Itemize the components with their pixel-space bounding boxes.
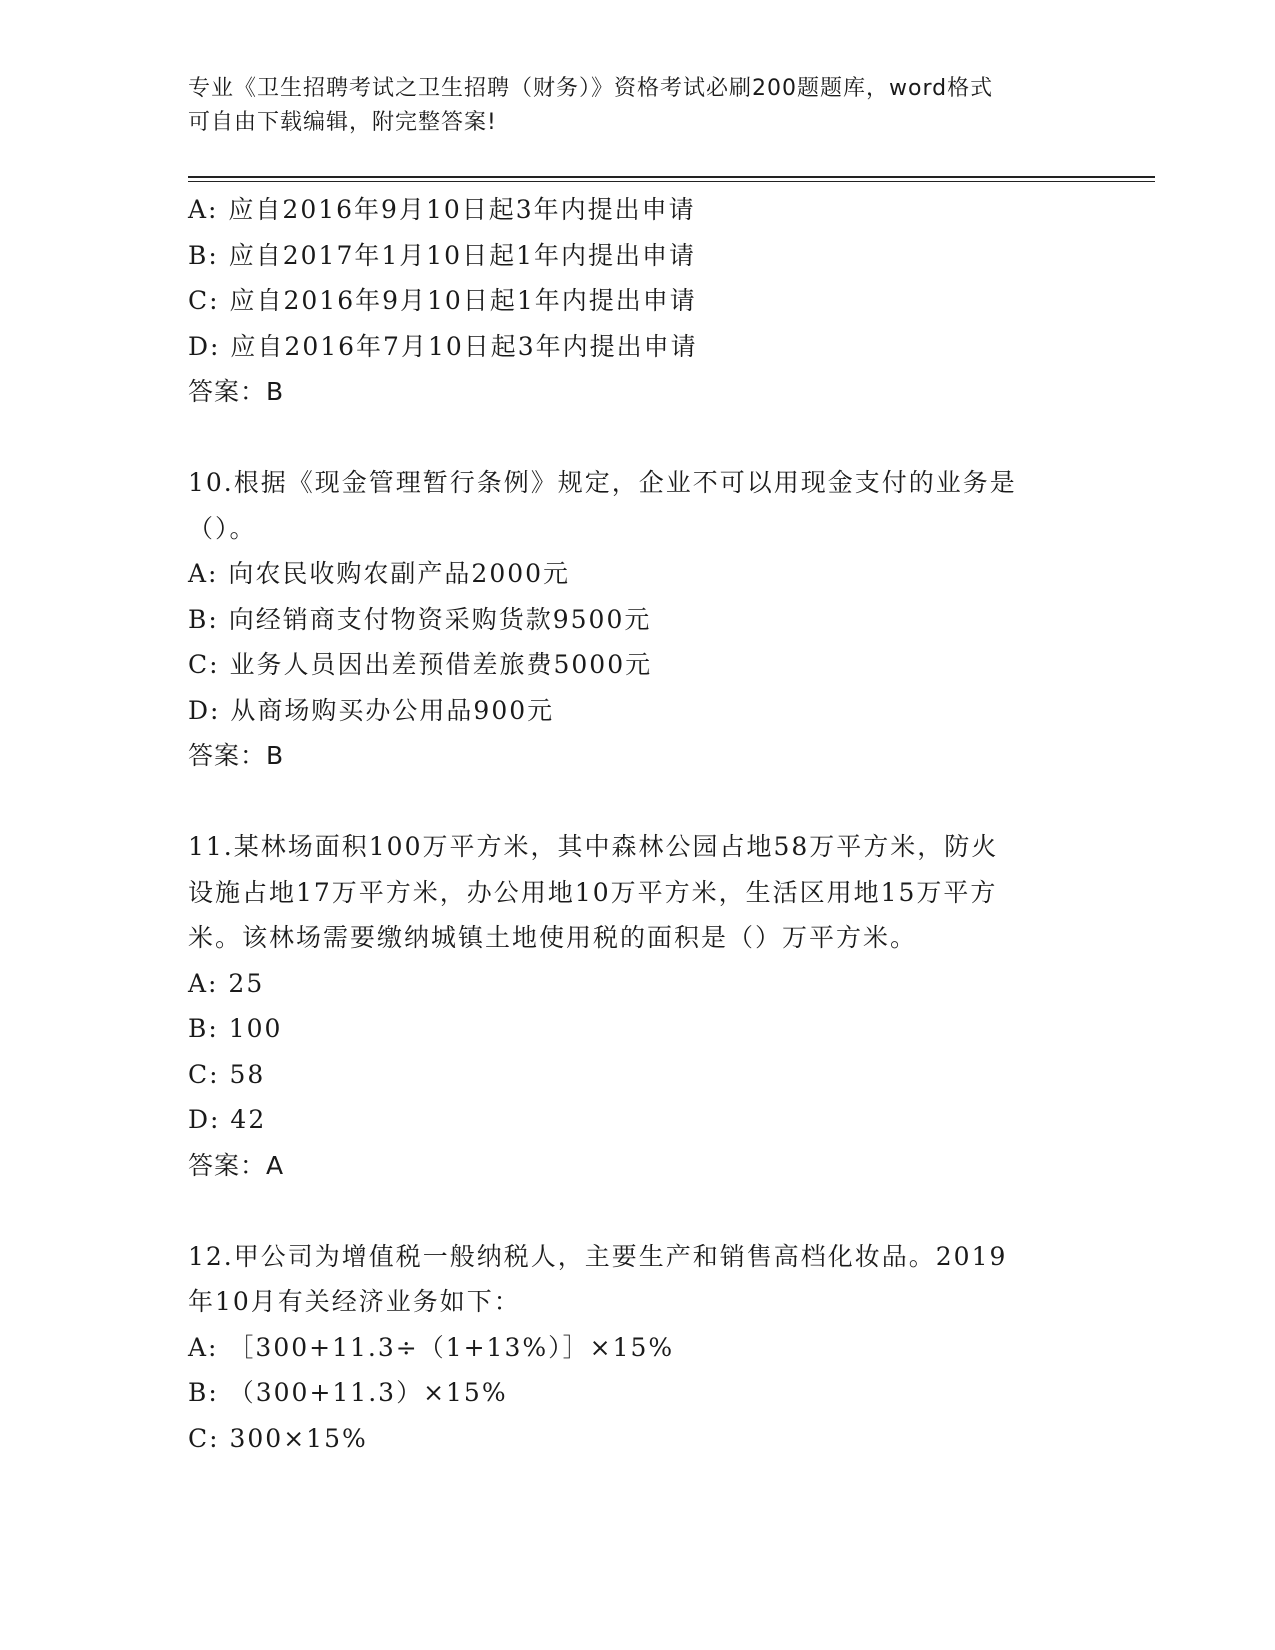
- question-12-option-a: A: ［300+11.3÷（1+13%）］×15%: [188, 1332, 675, 1362]
- question-11-stem-line-2: 设施占地17万平方米，办公用地10万平方米，生活区用地15万平方: [188, 877, 998, 907]
- question-12: [188, 1234, 1088, 1462]
- question-11: [188, 824, 1088, 1188]
- question-9-answer: 答案：B: [188, 377, 285, 406]
- question-11-option-b: B: 100: [188, 1014, 283, 1043]
- spacer: [188, 415, 1088, 461]
- question-10-stem-line-1: 10.根据《现金管理暂行条例》规定，企业不可以用现金支付的业务是: [188, 468, 1017, 497]
- question-10-option-a: A: 向农民收购农副产品2000元: [188, 559, 571, 588]
- question-11-option-a: A: 25: [188, 968, 265, 998]
- spacer: [188, 1188, 1088, 1234]
- question-9-option-a: A: 应自2016年9月10日起3年内提出申请: [188, 195, 696, 224]
- question-list: [188, 187, 1088, 1461]
- question-10-stem-line-2: （）。: [188, 513, 257, 543]
- question-10-option-c: C: 业务人员因出差预借差旅费5000元: [188, 650, 653, 679]
- question-9-option-b: B: 应自2017年1月10日起1年内提出申请: [188, 240, 696, 270]
- header-divider-thick: [188, 176, 1155, 178]
- question-12-stem-line-2: 年10月有关经济业务如下：: [188, 1287, 521, 1316]
- spacer: [188, 779, 1088, 825]
- document-header: [188, 72, 1068, 140]
- header-line-1: 专业《卫生招聘考试之卫生招聘（财务）》资格考试必刷200题题库，word格式: [188, 76, 994, 101]
- question-11-option-c: C: 58: [188, 1059, 266, 1089]
- question-12-stem-line-1: 12.甲公司为增值税一般纳税人，主要生产和销售高档化妆品。2019: [188, 1241, 1008, 1271]
- question-10: [188, 460, 1088, 779]
- question-9: [188, 187, 1088, 415]
- question-11-stem-line-1: 11.某林场面积100万平方米，其中森林公园占地58万平方米，防火: [188, 832, 999, 861]
- question-10-answer: 答案：B: [188, 741, 285, 770]
- question-9-option-c: C: 应自2016年9月10日起1年内提出申请: [188, 286, 697, 315]
- question-11-answer: 答案：A: [188, 1150, 285, 1180]
- question-9-option-d: D: 应自2016年7月10日起3年内提出申请: [188, 331, 698, 361]
- header-divider-thin: [188, 181, 1155, 182]
- question-12-option-b: B: （300+11.3）×15%: [188, 1378, 508, 1407]
- header-line-2: 可自由下载编辑，附完整答案!: [188, 110, 497, 135]
- question-11-stem-line-3: 米。该林场需要缴纳城镇土地使用税的面积是（）万平方米。: [188, 923, 918, 952]
- question-11-option-d: D: 42: [188, 1105, 267, 1134]
- question-12-option-c: C: 300×15%: [188, 1423, 368, 1453]
- question-10-option-b: B: 向经销商支付物资采购货款9500元: [188, 604, 652, 634]
- question-10-option-d: D: 从商场购买办公用品900元: [188, 695, 555, 725]
